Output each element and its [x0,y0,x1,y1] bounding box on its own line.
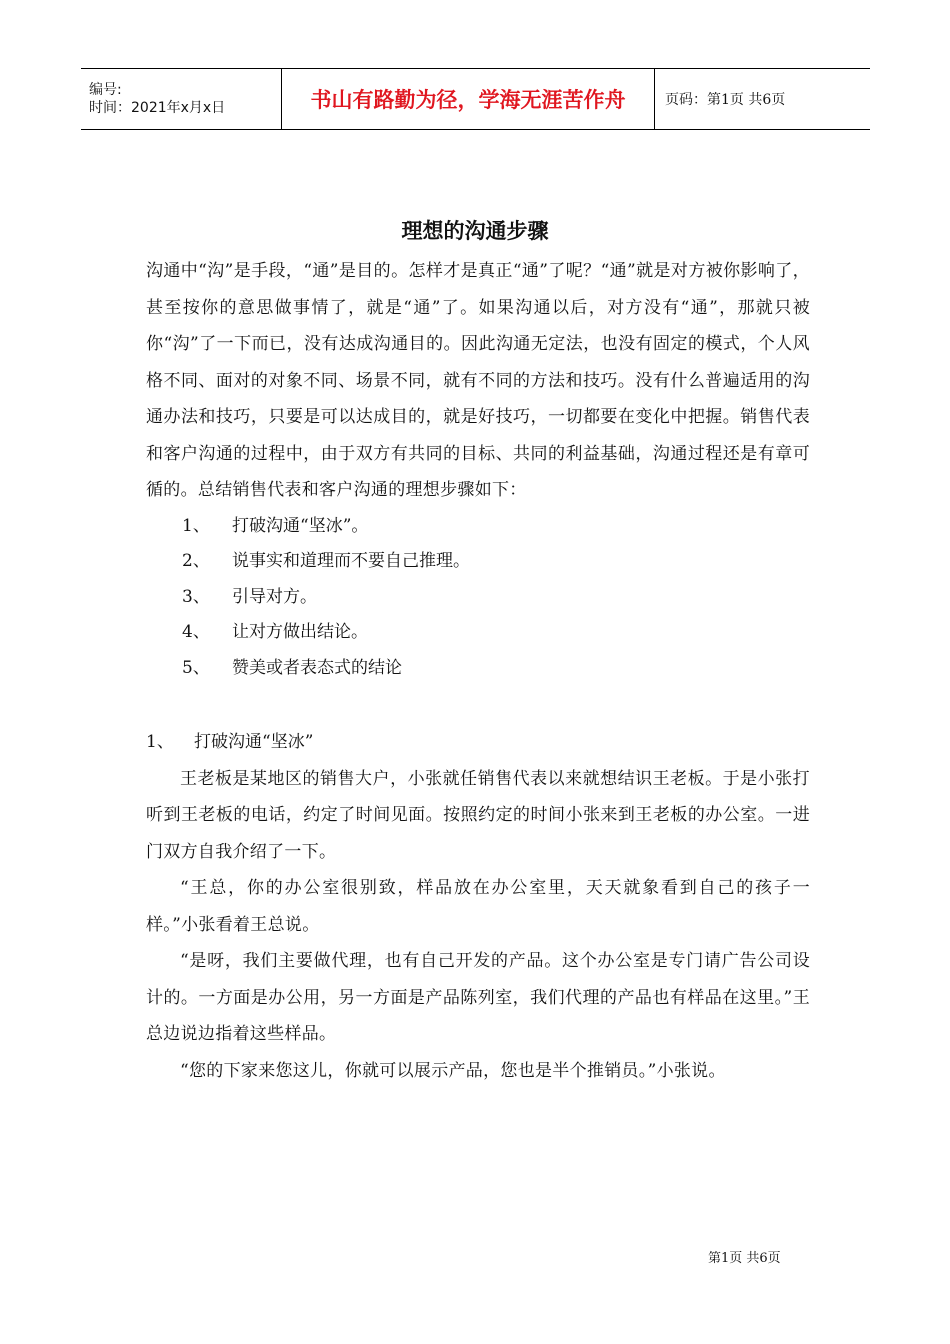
step-text: 引导对方。 [232,586,317,607]
list-item [146,544,810,580]
document-time-label: 时间：2021年x月x日 [89,100,226,116]
step-text: 打破沟通“坚冰”。 [232,515,369,536]
story-paragraph: 王老板是某地区的销售大户，小张就任销售代表以来就想结识王老板。于是小张打听到王老板的电话，约定了时间见面。按照约定的时间小张来到王老板的办公室。一进门双方自我介绍了一下。 [146,768,810,862]
list-item [146,651,810,687]
header-motto: 书山有路勤为径，学海无涯苦作舟 [282,69,655,129]
list-item [146,615,810,651]
page-footer: 第1页 共6页 [708,1251,781,1266]
header-meta [81,69,282,129]
step-text: 让对方做出结论。 [232,622,368,642]
document-body [146,253,810,1089]
section-number: 1、 [146,732,174,752]
section-title: 打破沟通“坚冰” [194,732,314,752]
intro-paragraph: 沟通中“沟”是手段，“通”是目的。怎样才是真正“通”了呢？“通”就是对方被你影响了，甚至按你的意思做事情了，就是“通”了。如果沟通以后，对方没有“通”，那就只被你“沟”了一下而已，没有达成沟通目的。因此沟通无定法，也没有固定的模式，个人风格不同、面对的对象不同、场景不同，就有不同的方法和技巧。没有什么普遍适用的沟通办法和技巧，只要是可以达成目的，就是好技巧，一切都要在变化中把握。销售代表和客户沟通的过程中，由于双方有共同的目标、共同的利益基础，沟通过程还是有章可循的。总结销售代表和客户沟通的理想步骤如下： [146,261,810,500]
step-number: 3、 [182,586,210,607]
list-item [146,509,810,545]
step-number: 5、 [182,657,210,678]
step-number: 4、 [182,622,210,642]
step-text: 赞美或者表态式的结论 [232,657,402,678]
story-paragraph: “您的下家来您这儿，你就可以展示产品，您也是半个推销员。”小张说。 [180,1060,726,1081]
list-item [146,580,810,616]
step-number: 1、 [182,515,210,536]
header-page-info: 页码：第1页 共6页 [665,92,786,108]
steps-list [146,509,810,687]
document-title: 理想的沟通步骤 [401,219,549,243]
step-text: 说事实和道理而不要自己推理。 [232,551,470,571]
step-number: 2、 [182,551,210,571]
section-heading [146,724,810,761]
page-header [81,68,870,130]
story-paragraph: “王总，你的办公室很别致，样品放在办公室里，天天就象看到自己的孩子一样。”小张看着王总说。 [146,878,810,935]
document-number-label: 编号: [89,82,122,98]
story-paragraph: “是呀，我们主要做代理，也有自己开发的产品。这个办公室是专门请广告公司设计的。一方面是办公用，另一方面是产品陈列室，我们代理的产品也有样品在这里。”王总边说边指着这些样品。 [146,951,810,1044]
